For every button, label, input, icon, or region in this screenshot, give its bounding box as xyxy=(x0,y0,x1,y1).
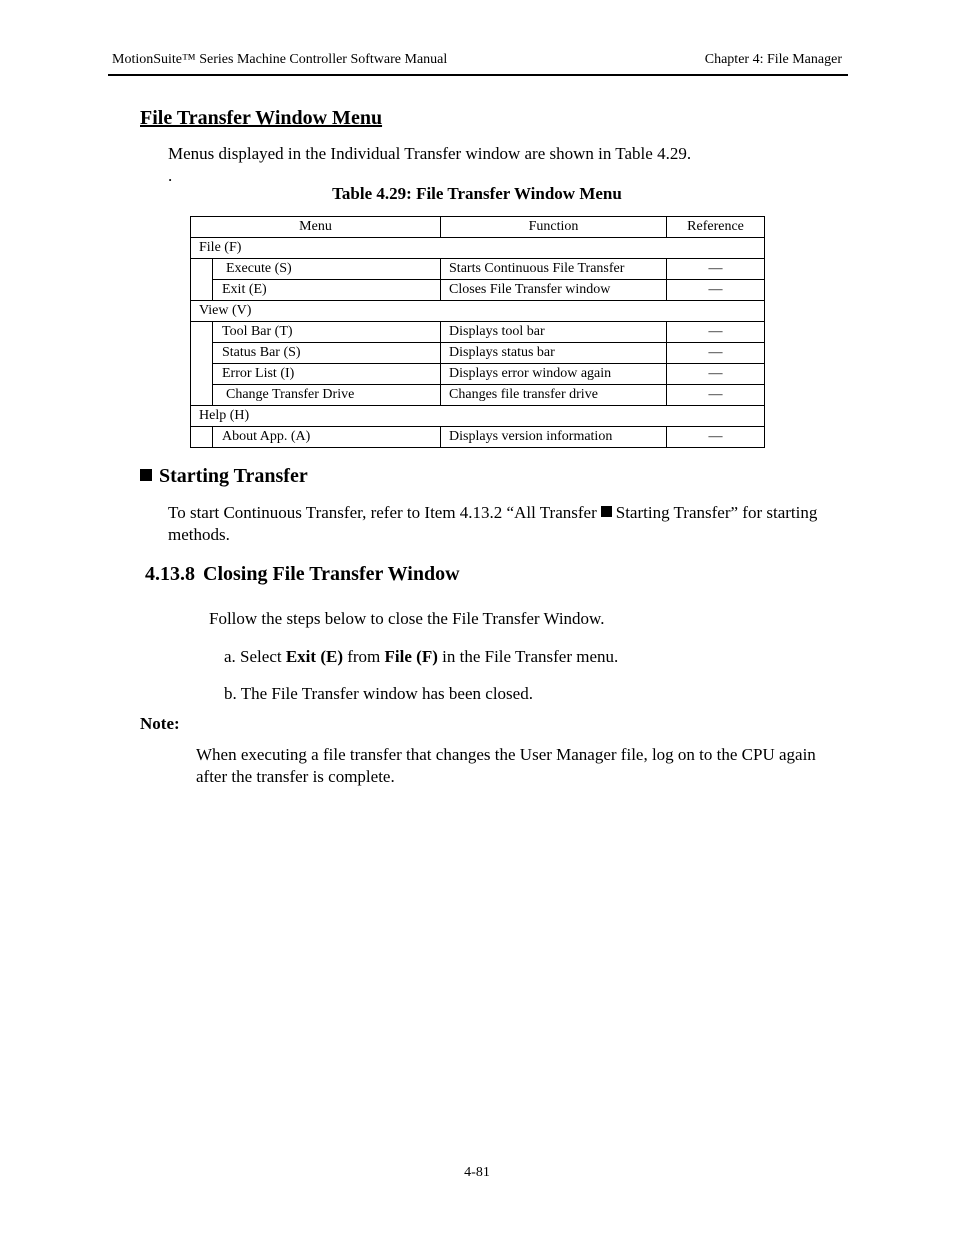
table-row xyxy=(191,280,765,301)
intro-paragraph: Menus displayed in the Individual Transfer window are shown in Table 4.29. xyxy=(168,144,692,163)
black-square-icon xyxy=(601,506,612,517)
step-a-exit: Exit (E) xyxy=(285,647,343,666)
table-group-row xyxy=(191,301,765,322)
table-row xyxy=(191,427,765,448)
table-row xyxy=(191,322,765,343)
starting-transfer-title: Starting Transfer xyxy=(159,465,308,487)
reference-cell: — xyxy=(667,427,765,448)
table-row xyxy=(191,385,765,406)
header-reference: Reference xyxy=(667,217,765,238)
section-number: 4.13.8 xyxy=(145,563,195,585)
header-rule xyxy=(108,74,848,76)
running-header-chapter: Chapter 4: File Manager xyxy=(704,52,842,67)
step-a-file: File (F) xyxy=(384,647,438,666)
reference-cell: — xyxy=(667,364,765,385)
step-a-mid: from xyxy=(342,647,385,666)
starting-text-after: Starting Transfer” for starting methods. xyxy=(168,503,818,544)
function-cell: Starts Continuous File Transfer xyxy=(441,259,667,280)
function-cell: Displays tool bar xyxy=(441,322,667,343)
function-cell: Displays version information xyxy=(441,427,667,448)
group-indent xyxy=(191,427,213,448)
group-indent xyxy=(191,259,213,301)
section-heading-menu: File Transfer Window Menu xyxy=(140,107,383,129)
note-label: Note: xyxy=(140,714,180,733)
page-number: 4-81 xyxy=(464,1165,490,1180)
menu-item: Change Transfer Drive xyxy=(213,385,441,406)
black-square-icon xyxy=(140,469,152,481)
group-file-label: File (F) xyxy=(191,238,765,259)
step-a-prefix: a. Select xyxy=(224,647,286,666)
function-cell: Closes File Transfer window xyxy=(441,280,667,301)
group-help-label: Help (H) xyxy=(191,406,765,427)
closing-section-heading xyxy=(145,563,460,586)
running-header-title: MotionSuite™ Series Machine Controller Software Manual xyxy=(112,52,448,67)
menu-item: Status Bar (S) xyxy=(213,343,441,364)
step-a-suffix: in the File Transfer menu. xyxy=(437,647,619,666)
stray-period: . xyxy=(168,166,173,185)
function-cell: Displays error window again xyxy=(441,364,667,385)
starting-text-before: To start Continuous Transfer, refer to Item 4.13.2 “All Transfer xyxy=(168,503,597,522)
step-a xyxy=(224,647,618,667)
menu-item: About App. (A) xyxy=(213,427,441,448)
group-view-label: View (V) xyxy=(191,301,765,322)
closing-intro: Follow the steps below to close the File Transfer Window. xyxy=(209,609,605,628)
table-row xyxy=(191,364,765,385)
menu-item: Execute (S) xyxy=(213,259,441,280)
starting-transfer-paragraph xyxy=(168,502,848,546)
table-group-row xyxy=(191,406,765,427)
reference-cell: — xyxy=(667,343,765,364)
function-cell: Changes file transfer drive xyxy=(441,385,667,406)
function-cell: Displays status bar xyxy=(441,343,667,364)
menu-item: Exit (E) xyxy=(213,280,441,301)
menu-item: Tool Bar (T) xyxy=(213,322,441,343)
table-caption: Table 4.29: File Transfer Window Menu xyxy=(332,184,622,203)
header-function: Function xyxy=(441,217,667,238)
header-menu: Menu xyxy=(191,217,441,238)
starting-transfer-heading xyxy=(140,465,308,488)
group-indent xyxy=(191,322,213,406)
menu-table xyxy=(190,216,765,448)
reference-cell: — xyxy=(667,385,765,406)
note-text: When executing a file transfer that changes the User Manager file, log on to the CPU again after the transfer is complete. xyxy=(196,745,816,786)
section-title: Closing File Transfer Window xyxy=(203,563,460,585)
reference-cell: — xyxy=(667,322,765,343)
reference-cell: — xyxy=(667,280,765,301)
table-row xyxy=(191,343,765,364)
table-group-row xyxy=(191,238,765,259)
table-header-row xyxy=(191,217,765,238)
table-row xyxy=(191,259,765,280)
step-b: b. The File Transfer window has been closed. xyxy=(224,684,533,703)
menu-item: Error List (I) xyxy=(213,364,441,385)
reference-cell: — xyxy=(667,259,765,280)
